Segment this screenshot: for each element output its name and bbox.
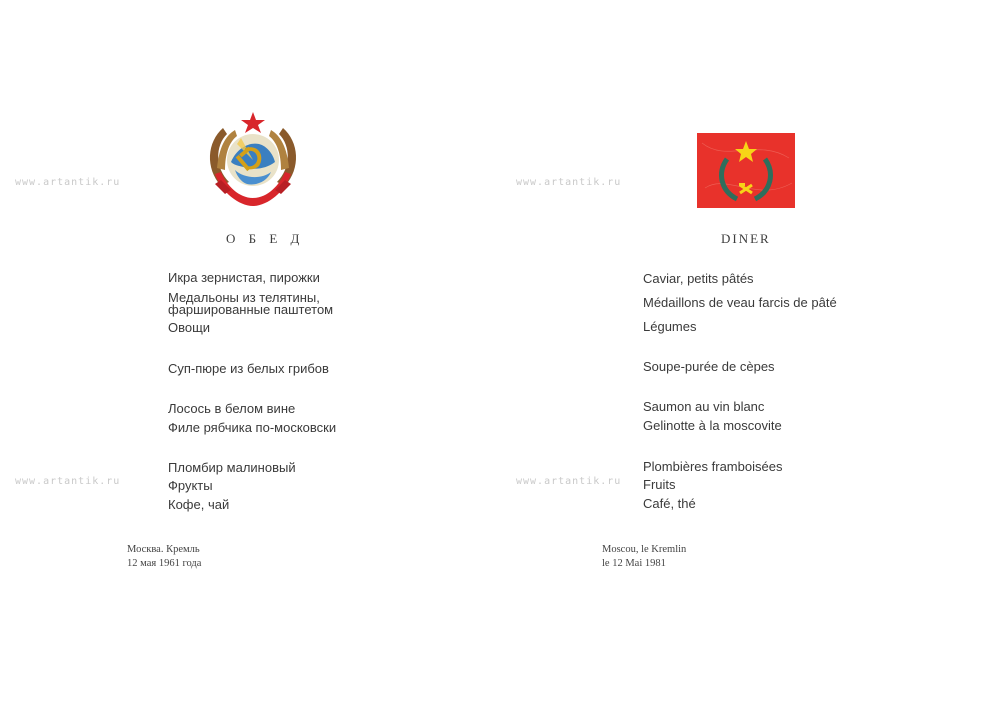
- watermark-text: www.artantik.ru: [15, 476, 121, 487]
- menu-item: Fruits: [643, 477, 676, 492]
- watermark-text: www.artantik.ru: [516, 177, 622, 188]
- ussr-emblem-icon: [201, 108, 305, 212]
- footer-place-date-fr: [602, 543, 686, 571]
- menu-title-fr: DINER: [721, 231, 771, 246]
- menu-item: Овощи: [168, 320, 211, 335]
- menu-item: Caviar, petits pâtés: [643, 271, 754, 286]
- menu-item: Суп-пюре из белых грибов: [168, 361, 329, 376]
- menu-item: Пломбир малиновый: [168, 460, 296, 475]
- menu-item: фаршированные паштетом: [168, 302, 334, 317]
- menu-item: Кофе, чай: [168, 497, 230, 512]
- watermark-text: www.artantik.ru: [516, 476, 622, 487]
- footer-date: le 12 Mai 1981: [602, 558, 666, 569]
- footer-date: 12 мая 1961 года: [127, 558, 202, 569]
- flag-image: [697, 133, 795, 208]
- menu-item: Soupe-purée de cèpes: [643, 359, 775, 374]
- menu-item: Медальоны из телятины,: [168, 290, 320, 305]
- menu-item: Лосось в белом вине: [168, 401, 296, 416]
- menu-item: Gelinotte à la moscovite: [643, 418, 782, 433]
- menu-item: Икра зернистая, пирожки: [168, 270, 320, 285]
- watermark-text: www.artantik.ru: [15, 177, 121, 188]
- menu-item: Филе рябчика по-московски: [168, 420, 337, 435]
- menu-item: Médaillons de veau farcis de pâté: [643, 295, 837, 310]
- footer-place-date-ru: [127, 543, 201, 571]
- footer-place: Moscou, le Kremlin: [602, 544, 687, 555]
- footer-place: Москва. Кремль: [127, 544, 200, 555]
- menu-item: Saumon au vin blanc: [643, 399, 765, 414]
- flag-emblem-icon: [697, 133, 795, 208]
- menu-item: Фрукты: [168, 478, 213, 493]
- menu-title-ru: О Б Е Д: [226, 231, 305, 246]
- menu-item: Plombières framboisées: [643, 459, 783, 474]
- menu-item: Légumes: [643, 319, 697, 334]
- menu-item: Café, thé: [643, 496, 696, 511]
